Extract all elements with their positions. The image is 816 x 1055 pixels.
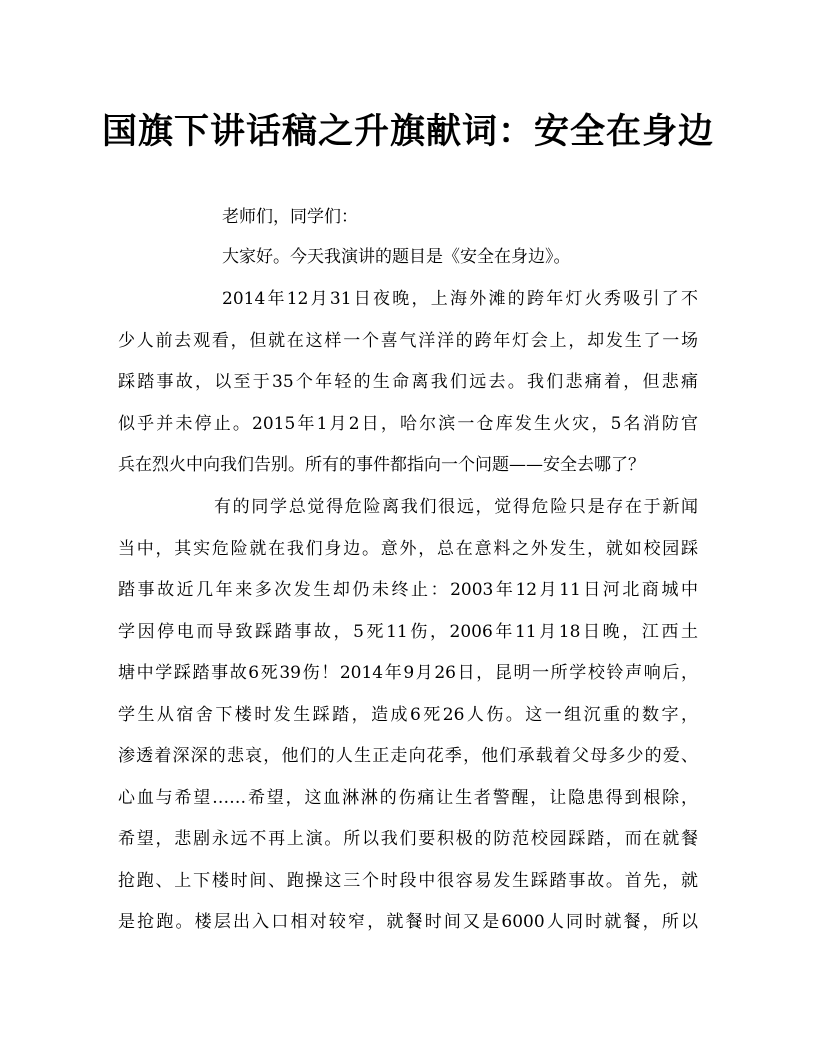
paragraph-line: 心血与希望……希望，这血淋淋的伤痛让生者警醒，让隐患得到根除， bbox=[118, 788, 698, 808]
paragraph-line: 当中，其实危险就在我们身边。意外，总在意料之外发生，就如校园踩 bbox=[118, 539, 698, 559]
paragraph-line: 似乎并未停止。2015年1月2日，哈尔滨一仓库发生火灾，5名消防官 bbox=[118, 414, 698, 434]
salutation-line: 老师们，同学们： bbox=[222, 207, 358, 227]
paragraph-line: 少人前去观看，但就在这样一个喜气洋洋的跨年灯会上，却发生了一场 bbox=[118, 331, 698, 351]
paragraph-line: 学因停电而导致踩踏事故，5死11伤，2006年11月18日晚，江西土 bbox=[118, 622, 698, 642]
paragraph-line: 抢跑、上下楼时间、跑操这三个时段中很容易发生踩踏事故。首先，就 bbox=[118, 871, 698, 891]
greeting-line: 大家好。今天我演讲的题目是《安全在身边》。 bbox=[222, 247, 571, 267]
paragraph-line: 踩踏事故，以至于35个年轻的生命离我们远去。我们悲痛着，但悲痛 bbox=[118, 372, 698, 392]
paragraph-line: 希望，悲剧永远不再上演。所以我们要积极的防范校园踩踏，而在就餐 bbox=[118, 829, 698, 849]
paragraph-line: 有的同学总觉得危险离我们很远，觉得危险只是存在于新闻 bbox=[214, 497, 698, 517]
paragraph-line: 2014年12月31日夜晚，上海外滩的跨年灯火秀吸引了不 bbox=[222, 289, 698, 309]
paragraph-line: 踏事故近几年来多次发生却仍未终止：2003年12月11日河北商城中 bbox=[118, 580, 698, 600]
paragraph-line: 学生从宿舍下楼时发生踩踏，造成6死26人伤。这一组沉重的数字， bbox=[118, 705, 698, 725]
document-title: 国旗下讲话稿之升旗献词：安全在身边 bbox=[101, 111, 714, 152]
paragraph-line: 渗透着深深的悲哀，他们的人生正走向花季，他们承载着父母多少的爱、 bbox=[118, 746, 698, 766]
paragraph-line: 是抢跑。楼层出入口相对较窄，就餐时间又是6000人同时就餐，所以 bbox=[118, 912, 698, 932]
paragraph-line: 兵在烈火中向我们告别。所有的事件都指向一个问题——安全去哪了？ bbox=[118, 455, 645, 475]
paragraph-line: 塘中学踩踏事故6死39伤！2014年9月26日，昆明一所学校铃声响后， bbox=[118, 663, 698, 683]
